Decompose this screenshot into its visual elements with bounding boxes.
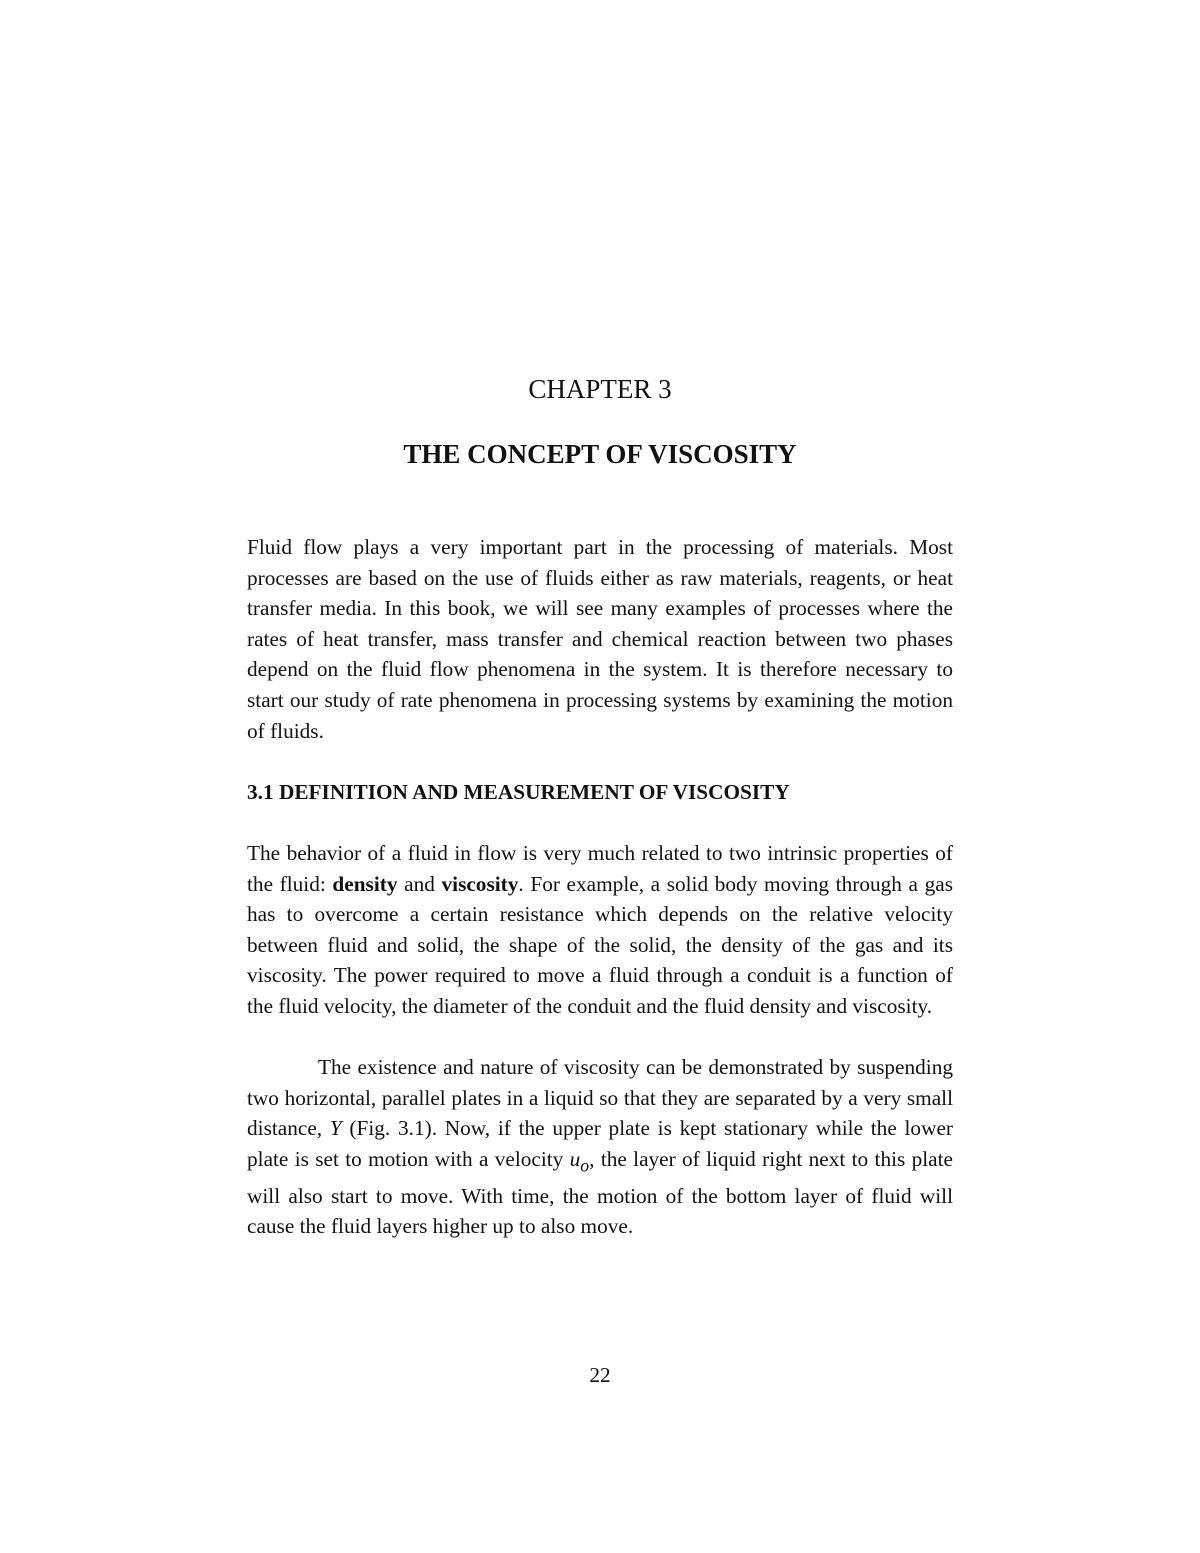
- term-viscosity: viscosity: [441, 871, 519, 896]
- section-heading: 3.1 DEFINITION AND MEASUREMENT OF VISCOSITY: [247, 780, 790, 804]
- variable-u-subscript: o: [580, 1155, 590, 1176]
- intro-paragraph: Fluid flow plays a very important part in the processing of materials. Most processes are based on the use of fluids either as raw materials, reagents, or heat transfer media. In this book, we will see many examples of processes where the rates of heat transfer, mass transfer and chemical reaction between two phases depend on the fluid flow phenomena in the system. It is therefore necessary to start our study of rate phenomena in processing systems by examining the motion of fluids.: [247, 535, 953, 743]
- page-number: 22: [589, 1363, 611, 1387]
- paragraph-text: The existence and nature of viscosity can be demonstrated by suspending two horizontal, parallel plates in a liquid so that they are separated by a very small distance,: [247, 1055, 953, 1141]
- paragraph-text: and: [397, 871, 442, 896]
- chapter-label: CHAPTER 3: [528, 374, 672, 404]
- paragraph-text: (Fig. 3.1). Now, if the upper plate is kept stationary while the lower plate is set to motion with a velocity: [247, 1116, 953, 1171]
- paragraph-text: , the layer of liquid right next to this plate will also start to move. With time, the motion of the bottom layer of fluid will cause the fluid layers higher up to also move.: [247, 1146, 954, 1239]
- variable-u-base: u: [569, 1146, 581, 1171]
- variable-u: [569, 1146, 590, 1176]
- section-paragraph-2: [247, 1052, 953, 1242]
- paragraph-text: The behavior of a fluid in flow is very much related to two intrinsic properties of the fluid:: [247, 841, 953, 896]
- paragraph-text: . For example, a solid body moving through a gas has to overcome a certain resistance which depends on the relative velocity between fluid and solid, the shape of the solid, the density of the gas and its viscosity. The power required to move a fluid through a conduit is a function of the fluid velocity, the diameter of the conduit and the fluid density and viscosity.: [247, 871, 953, 1018]
- section-paragraph-1: [247, 838, 953, 1022]
- chapter-title: THE CONCEPT OF VISCOSITY: [403, 439, 797, 469]
- variable-y: Y: [329, 1116, 342, 1141]
- term-density: density: [332, 871, 398, 896]
